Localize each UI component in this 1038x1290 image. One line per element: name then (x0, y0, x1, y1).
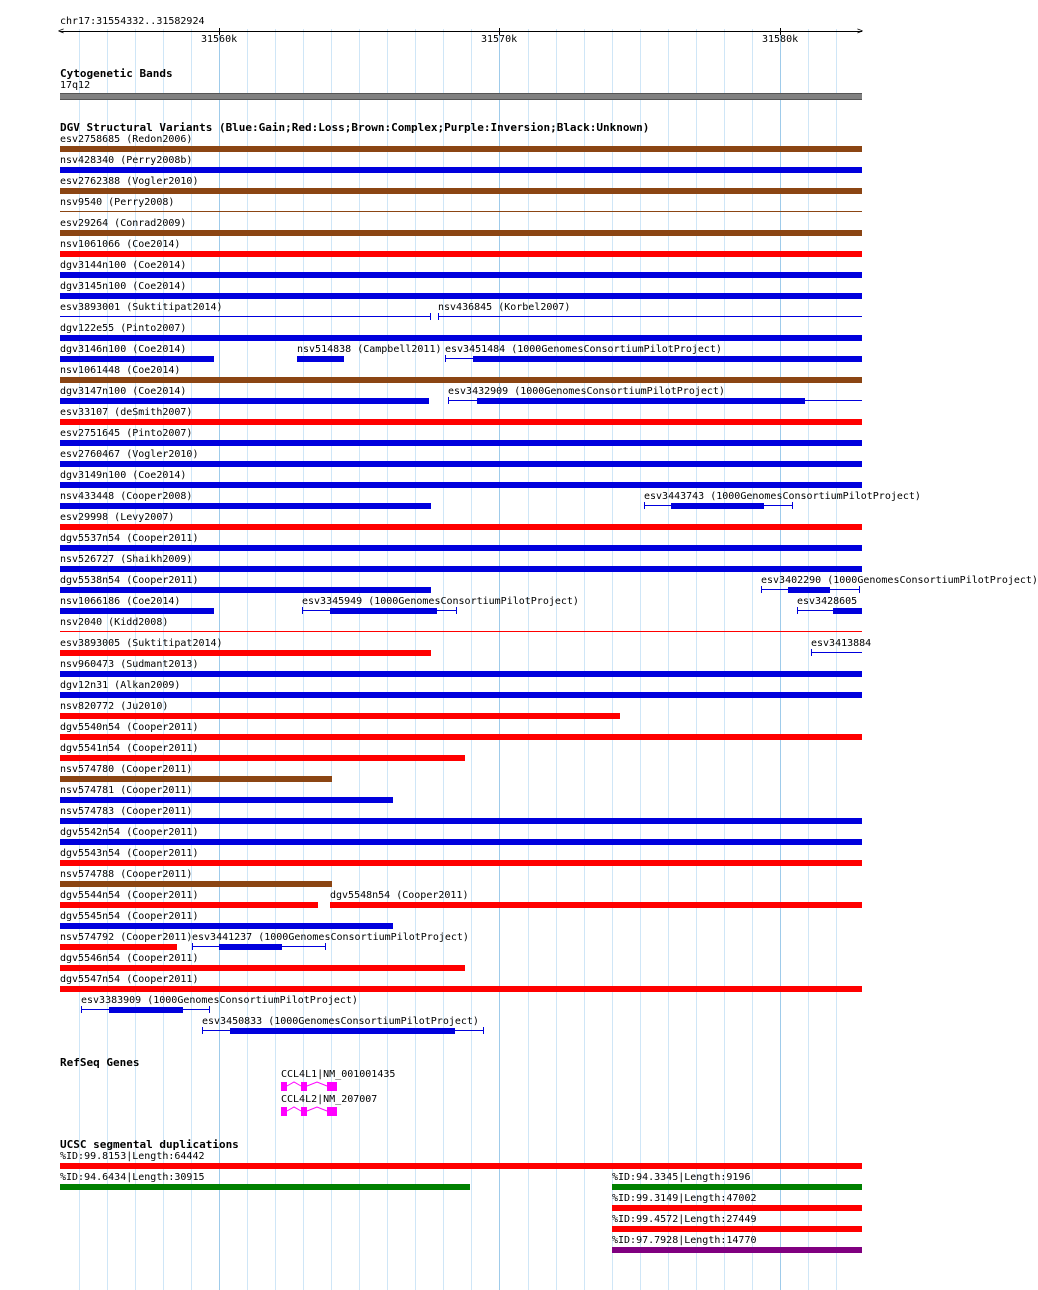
feature-start-tick (438, 313, 439, 320)
feature-label[interactable]: nsv428340 (Perry2008b) (60, 155, 193, 166)
feature-end-tick (209, 1006, 210, 1013)
grid-line (808, 29, 809, 1290)
ruler-tick-label: 31560k (201, 34, 238, 45)
feature-bar[interactable] (60, 839, 862, 845)
grid-line (640, 29, 641, 1290)
feature-line[interactable] (60, 316, 431, 317)
feature-bar[interactable] (60, 503, 431, 509)
feature-bar[interactable] (60, 335, 862, 341)
feature-label[interactable]: nsv2040 (Kidd2008) (60, 617, 169, 628)
gene-exon[interactable] (327, 1082, 337, 1091)
feature-bar[interactable] (60, 230, 862, 236)
feature-label[interactable]: %ID:99.4572|Length:27449 (612, 1214, 757, 1225)
feature-label[interactable]: dgv5538n54 (Cooper2011) (60, 575, 199, 586)
feature-bar[interactable] (60, 293, 862, 299)
feature-bar[interactable] (330, 608, 437, 614)
feature-label[interactable]: nsv574780 (Cooper2011) (60, 764, 193, 775)
feature-bar[interactable] (109, 1007, 183, 1013)
feature-label[interactable]: esv3441237 (1000GenomesConsortiumPilotProject) (192, 932, 469, 943)
feature-label[interactable]: esv3893001 (Suktitipat2014) (60, 302, 223, 313)
feature-label[interactable]: nsv574781 (Cooper2011) (60, 785, 193, 796)
feature-start-tick (192, 943, 193, 950)
grid-line (724, 29, 725, 1290)
feature-bar[interactable] (60, 461, 862, 467)
feature-start-tick (81, 1006, 82, 1013)
grid-line (780, 29, 781, 1290)
feature-bar[interactable] (60, 1163, 862, 1169)
feature-bar[interactable] (60, 965, 465, 971)
feature-label[interactable]: nsv1061448 (Coe2014) (60, 365, 181, 376)
track-title-segdup: UCSC segmental duplications (60, 1138, 239, 1151)
cytoband-label: 17q12 (60, 80, 91, 91)
feature-start-tick (644, 502, 645, 509)
feature-bar[interactable] (60, 650, 431, 656)
feature-bar[interactable] (60, 755, 465, 761)
feature-label[interactable]: dgv5543n54 (Cooper2011) (60, 848, 199, 859)
feature-bar[interactable] (297, 356, 344, 362)
feature-bar[interactable] (60, 356, 214, 362)
track-title-cytobands: Cytogenetic Bands (60, 67, 173, 80)
feature-label[interactable]: esv3432909 (1000GenomesConsortiumPilotProject) (448, 386, 725, 397)
feature-label[interactable]: dgv122e55 (Pinto2007) (60, 323, 187, 334)
feature-label[interactable]: esv3428605 (797, 596, 858, 607)
feature-label[interactable]: esv29998 (Levy2007) (60, 512, 175, 523)
feature-label[interactable]: esv2758685 (Redon2006) (60, 134, 193, 145)
feature-bar[interactable] (60, 608, 214, 614)
feature-bar[interactable] (60, 440, 862, 446)
feature-bar[interactable] (833, 608, 862, 614)
feature-bar[interactable] (60, 797, 393, 803)
feature-line[interactable] (60, 211, 862, 212)
feature-bar[interactable] (60, 272, 862, 278)
feature-bar[interactable] (60, 419, 862, 425)
feature-bar[interactable] (60, 818, 862, 824)
gene-intron (287, 1107, 301, 1116)
feature-label[interactable]: nsv820772 (Ju2010) (60, 701, 169, 712)
feature-label[interactable]: dgv3144n100 (Coe2014) (60, 260, 187, 271)
feature-label[interactable]: dgv5541n54 (Cooper2011) (60, 743, 199, 754)
feature-end-tick (456, 607, 457, 614)
grid-line (499, 29, 500, 1290)
feature-line[interactable] (60, 631, 862, 632)
feature-bar[interactable] (60, 167, 862, 173)
feature-label[interactable]: nsv1066186 (Coe2014) (60, 596, 181, 607)
feature-label[interactable]: esv2762388 (Vogler2010) (60, 176, 199, 187)
feature-line[interactable] (438, 316, 862, 317)
feature-label[interactable]: nsv526727 (Shaikh2009) (60, 554, 193, 565)
grid-line (275, 29, 276, 1290)
feature-label[interactable]: %ID:99.3149|Length:47002 (612, 1193, 757, 1204)
gene-exon[interactable] (327, 1107, 337, 1116)
feature-start-tick (445, 355, 446, 362)
feature-bar[interactable] (60, 902, 318, 908)
ruler-tick-label: 31580k (762, 34, 799, 45)
feature-end-tick (430, 313, 431, 320)
feature-label[interactable]: dgv5546n54 (Cooper2011) (60, 953, 199, 964)
feature-bar[interactable] (60, 671, 862, 677)
feature-bar[interactable] (788, 587, 830, 593)
feature-label[interactable]: esv3345949 (1000GenomesConsortiumPilotProject) (302, 596, 579, 607)
grid-line (612, 29, 613, 1290)
feature-bar[interactable] (612, 1205, 862, 1211)
grid-line (471, 29, 472, 1290)
feature-label[interactable]: esv3402290 (1000GenomesConsortiumPilotProject) (761, 575, 1038, 586)
feature-label[interactable]: dgv5548n54 (Cooper2011) (330, 890, 469, 901)
track-title-dgv: DGV Structural Variants (Blue:Gain;Red:Loss;Brown:Complex;Purple:Inversion;Black:Unknown) (60, 121, 650, 134)
gene-label[interactable]: CCL4L2|NM_207007 (281, 1094, 378, 1105)
grid-line (387, 29, 388, 1290)
grid-line (752, 29, 753, 1290)
feature-bar[interactable] (60, 482, 862, 488)
feature-label[interactable]: dgv5547n54 (Cooper2011) (60, 974, 199, 985)
feature-end-tick (483, 1027, 484, 1034)
feature-end-tick (325, 943, 326, 950)
feature-label[interactable]: dgv3146n100 (Coe2014) (60, 344, 187, 355)
grid-line (247, 29, 248, 1290)
feature-label[interactable]: dgv5540n54 (Cooper2011) (60, 722, 199, 733)
feature-label[interactable]: %ID:97.7928|Length:14770 (612, 1235, 757, 1246)
feature-bar[interactable] (60, 566, 862, 572)
feature-end-tick (792, 502, 793, 509)
feature-label[interactable]: dgv12n31 (Alkan2009) (60, 680, 181, 691)
feature-label[interactable]: %ID:94.6434|Length:30915 (60, 1172, 205, 1183)
feature-label[interactable]: nsv9540 (Perry2008) (60, 197, 175, 208)
feature-bar[interactable] (60, 1184, 470, 1190)
feature-bar[interactable] (60, 923, 393, 929)
feature-start-tick (797, 607, 798, 614)
feature-label[interactable]: esv2751645 (Pinto2007) (60, 428, 193, 439)
grid-line (836, 29, 837, 1290)
feature-label[interactable]: dgv5537n54 (Cooper2011) (60, 533, 199, 544)
feature-bar[interactable] (60, 188, 862, 194)
feature-line[interactable] (811, 652, 862, 653)
gene-label[interactable]: CCL4L1|NM_001001435 (281, 1069, 396, 1080)
feature-end-tick (859, 586, 860, 593)
feature-bar[interactable] (60, 587, 431, 593)
feature-bar[interactable] (612, 1184, 862, 1190)
feature-label[interactable]: esv3450833 (1000GenomesConsortiumPilotProject) (202, 1016, 479, 1027)
feature-bar[interactable] (60, 377, 862, 383)
feature-bar[interactable] (60, 944, 177, 950)
feature-bar[interactable] (473, 356, 862, 362)
feature-label[interactable]: dgv3149n100 (Coe2014) (60, 470, 187, 481)
feature-bar[interactable] (60, 524, 862, 530)
feature-label[interactable]: %ID:99.8153|Length:64442 (60, 1151, 205, 1162)
feature-bar[interactable] (60, 146, 862, 152)
feature-start-tick (302, 607, 303, 614)
feature-bar[interactable] (60, 713, 620, 719)
gene-intron (287, 1082, 301, 1091)
track-title-refseq: RefSeq Genes (60, 1056, 140, 1069)
feature-bar[interactable] (60, 545, 862, 551)
feature-start-tick (448, 397, 449, 404)
feature-bar[interactable] (477, 398, 805, 404)
ruler-axis (60, 31, 862, 32)
grid-line (668, 29, 669, 1290)
grid-line (415, 29, 416, 1290)
feature-bar[interactable] (230, 1028, 455, 1034)
grid-line (584, 29, 585, 1290)
feature-label[interactable]: nsv433448 (Cooper2008) (60, 491, 193, 502)
gene-intron (307, 1107, 327, 1116)
feature-bar[interactable] (60, 251, 862, 257)
feature-bar[interactable] (60, 881, 332, 887)
feature-bar[interactable] (612, 1226, 862, 1232)
feature-bar[interactable] (60, 734, 862, 740)
feature-label[interactable]: nsv514838 (Campbell2011) (297, 344, 442, 355)
feature-label[interactable]: esv3413884 (811, 638, 872, 649)
feature-bar[interactable] (60, 398, 429, 404)
cytoband-bar[interactable] (60, 93, 862, 100)
grid-line (443, 29, 444, 1290)
coordinate-readout: chr17:31554332..31582924 (60, 16, 205, 27)
feature-bar[interactable] (219, 944, 282, 950)
scroll-right-arrow-icon[interactable]: > (857, 26, 864, 37)
feature-start-tick (811, 649, 812, 656)
feature-label[interactable]: %ID:94.3345|Length:9196 (612, 1172, 751, 1183)
grid-line (696, 29, 697, 1290)
grid-line (219, 29, 220, 1290)
feature-bar[interactable] (60, 776, 332, 782)
feature-label[interactable]: nsv436845 (Korbel2007) (438, 302, 571, 313)
feature-label[interactable]: dgv3147n100 (Coe2014) (60, 386, 187, 397)
feature-label[interactable]: esv3443743 (1000GenomesConsortiumPilotProject) (644, 491, 921, 502)
feature-label[interactable]: nsv574788 (Cooper2011) (60, 869, 193, 880)
feature-label[interactable]: dgv3145n100 (Coe2014) (60, 281, 187, 292)
feature-label[interactable]: esv3893005 (Suktitipat2014) (60, 638, 223, 649)
feature-label[interactable]: esv3383909 (1000GenomesConsortiumPilotProject) (81, 995, 358, 1006)
feature-label[interactable]: nsv574783 (Cooper2011) (60, 806, 193, 817)
feature-label[interactable]: dgv5542n54 (Cooper2011) (60, 827, 199, 838)
feature-label[interactable]: dgv5544n54 (Cooper2011) (60, 890, 199, 901)
feature-label[interactable]: nsv960473 (Sudmant2013) (60, 659, 199, 670)
grid-line (556, 29, 557, 1290)
feature-bar[interactable] (612, 1247, 862, 1253)
feature-label[interactable]: dgv5545n54 (Cooper2011) (60, 911, 199, 922)
feature-start-tick (761, 586, 762, 593)
feature-bar[interactable] (60, 860, 862, 866)
scroll-left-arrow-icon[interactable]: < (58, 26, 65, 37)
feature-bar[interactable] (60, 692, 862, 698)
feature-bar[interactable] (671, 503, 764, 509)
feature-label[interactable]: esv33107 (deSmith2007) (60, 407, 193, 418)
feature-label[interactable]: nsv1061066 (Coe2014) (60, 239, 181, 250)
feature-bar[interactable] (330, 902, 862, 908)
feature-label[interactable]: nsv574792 (Cooper2011) (60, 932, 193, 943)
gene-intron (307, 1082, 327, 1091)
feature-label[interactable]: esv3451484 (1000GenomesConsortiumPilotProject) (445, 344, 722, 355)
grid-line (528, 29, 529, 1290)
ruler-tick-label: 31570k (481, 34, 518, 45)
feature-bar[interactable] (60, 986, 862, 992)
feature-label[interactable]: esv29264 (Conrad2009) (60, 218, 187, 229)
feature-label[interactable]: esv2760467 (Vogler2010) (60, 449, 199, 460)
feature-start-tick (202, 1027, 203, 1034)
